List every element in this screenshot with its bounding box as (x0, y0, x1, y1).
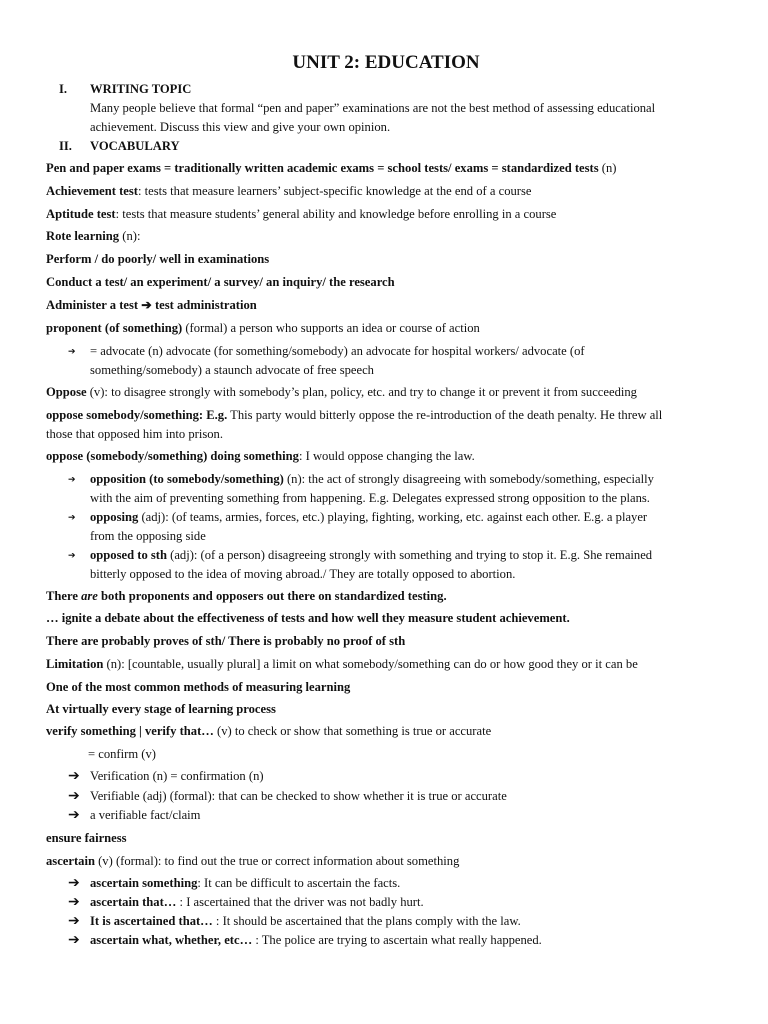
vocab-phrase: Perform / do poorly/ well in examinations (46, 252, 270, 266)
bullet-text: (n): the act of strongly disagreeing with somebody/something, especially (283, 472, 654, 486)
writing-topic-line-2: achievement. Discuss this view and give your own opinion. (90, 120, 391, 134)
bullet-text: (adj): (of a person) disagreeing strongly with something and trying to stop it. E.g. She remained (166, 548, 653, 562)
bullet-text: : The police are trying to ascertain what really happened. (252, 933, 542, 947)
bullet-term: opposition (to somebody/something) (90, 472, 284, 486)
vocab-example-continued: those that opposed him into prison. (46, 427, 224, 441)
section-title: WRITING TOPIC (90, 82, 192, 96)
vocab-phrase: … ignite a debate about the effectiveness of tests and how well they measure student achievement. (46, 611, 570, 625)
vocab-definition: (n): (119, 229, 141, 243)
phrase-part: There (46, 589, 82, 603)
bullet-term: opposing (90, 510, 139, 524)
bullet-text: Verification (n) = confirmation (n) (90, 769, 264, 783)
vocab-term: Administer a test (46, 298, 142, 312)
synonym-line: = confirm (v) (88, 747, 156, 761)
bullet-text: something/somebody) a staunch advocate of free speech (90, 363, 374, 377)
bullet-text: : I ascertained that the driver was not badly hurt. (176, 895, 424, 909)
vocab-term: ascertain (46, 854, 95, 868)
vocab-definition: : tests that measure learners’ subject-specific knowledge at the end of a course (137, 184, 532, 198)
vocab-term: test administration (151, 298, 257, 312)
bullet-text: with the aim of preventing something from happening. E.g. Delegates expressed strong opposition to the plans. (90, 491, 650, 505)
arrow-icon: ➔ (141, 298, 152, 312)
bullet-term: opposed to sth (90, 548, 167, 562)
section-title: VOCABULARY (90, 139, 180, 153)
vocab-entry (46, 447, 475, 466)
section-number: I. (59, 82, 68, 96)
bullet-text: a verifiable fact/claim (90, 808, 201, 822)
section-number: II. (59, 139, 72, 153)
vocab-entry (46, 655, 638, 674)
arrow-bullet-icon: ➔ (68, 346, 76, 356)
vocab-term: oppose somebody/something: E.g. (46, 408, 228, 422)
arrow-bullet-icon: ➔ (68, 474, 76, 484)
bullet-term: ascertain what, whether, etc… (90, 933, 253, 947)
bullet-text: (adj): (of teams, armies, forces, etc.) playing, fighting, working, etc. against each other. E.g. a player (138, 510, 648, 524)
vocab-definition: (v) to check or show that something is true or accurate (213, 724, 492, 738)
section-writing-topic-heading (46, 80, 191, 99)
page-title: UNIT 2: EDUCATION (292, 52, 480, 73)
vocab-definition: (formal) a person who supports an idea or course of action (182, 321, 480, 335)
vocab-term: Aptitude test (46, 207, 116, 221)
bullet-term: ascertain that… (90, 895, 177, 909)
vocab-definition: (n): [countable, usually plural] a limit on what somebody/something can do or how good they or it can be (103, 657, 638, 671)
vocab-entry (46, 722, 491, 741)
phrase-emphasis: are (81, 589, 98, 603)
arrow-bullet-icon: ➔ (68, 808, 80, 823)
vocab-entry (46, 319, 480, 338)
vocab-term: proponent (of something) (46, 321, 183, 335)
bullet-term: ascertain something (90, 876, 198, 890)
vocab-term: Pen and paper exams = traditionally written academic exams = school tests/ exams = standardized tests (46, 161, 599, 175)
arrow-bullet-icon: ➔ (68, 933, 80, 948)
vocab-example: This party would bitterly oppose the re-introduction of the death penalty. He threw all (227, 408, 663, 422)
vocab-example: : I would oppose changing the law. (298, 449, 475, 463)
vocab-entry (46, 406, 662, 425)
bullet-text: from the opposing side (90, 529, 206, 543)
vocab-term: verify something | verify that… (46, 724, 214, 738)
vocab-phrase: ensure fairness (46, 831, 127, 845)
arrow-bullet-icon: ➔ (68, 895, 80, 910)
arrow-bullet-icon: ➔ (68, 512, 76, 522)
vocab-phrase: There are probably proves of sth/ There is probably no proof of sth (46, 634, 406, 648)
vocab-term: Achievement test (46, 184, 138, 198)
bullet-text: Verifiable (adj) (formal): that can be checked to show whether it is true or accurate (90, 789, 507, 803)
vocab-entry (46, 182, 532, 201)
vocab-definition: (v): to disagree strongly with somebody’s plan, policy, etc. and try to change it or prevent it from succeeding (86, 385, 637, 399)
vocab-definition: (n) (598, 161, 617, 175)
phrase-part: both proponents and opposers out there on standardized testing. (97, 589, 447, 603)
vocab-phrase: At virtually every stage of learning process (46, 702, 276, 716)
vocab-entry (46, 205, 556, 224)
arrow-bullet-icon: ➔ (68, 550, 76, 560)
arrow-bullet-icon: ➔ (68, 876, 80, 891)
vocab-definition: (v) (formal): to find out the true or correct information about something (94, 854, 460, 868)
arrow-bullet-icon: ➔ (68, 769, 80, 784)
arrow-bullet-icon: ➔ (68, 789, 80, 804)
vocab-entry (46, 852, 459, 871)
vocab-phrase: Conduct a test/ an experiment/ a survey/ an inquiry/ the research (46, 275, 395, 289)
vocab-entry (46, 159, 616, 178)
writing-topic-line-1: Many people believe that formal “pen and paper” examinations are not the best method of assessing educational (90, 101, 656, 115)
vocab-definition: : tests that measure students’ general ability and knowledge before enrolling in a course (115, 207, 557, 221)
vocab-term: Oppose (46, 385, 87, 399)
bullet-term: It is ascertained that… (90, 914, 213, 928)
bullet-text: bitterly opposed to the idea of moving abroad./ They are totally opposed to abortion. (90, 567, 516, 581)
vocab-entry (46, 383, 637, 402)
vocab-entry (46, 227, 140, 246)
bullet-text: : It can be difficult to ascertain the facts. (197, 876, 401, 890)
vocab-term: Limitation (46, 657, 104, 671)
vocab-term: Rote learning (46, 229, 120, 243)
vocab-term: oppose (somebody/something) doing something (46, 449, 299, 463)
vocab-phrase: One of the most common methods of measuring learning (46, 680, 351, 694)
arrow-bullet-icon: ➔ (68, 914, 80, 929)
bullet-text: = advocate (n) advocate (for something/somebody) an advocate for hospital workers/ advocate (of (90, 344, 585, 358)
vocab-entry (46, 296, 257, 315)
section-vocabulary-heading (46, 137, 180, 156)
vocab-phrase (46, 587, 447, 606)
bullet-text: : It should be ascertained that the plans comply with the law. (212, 914, 521, 928)
